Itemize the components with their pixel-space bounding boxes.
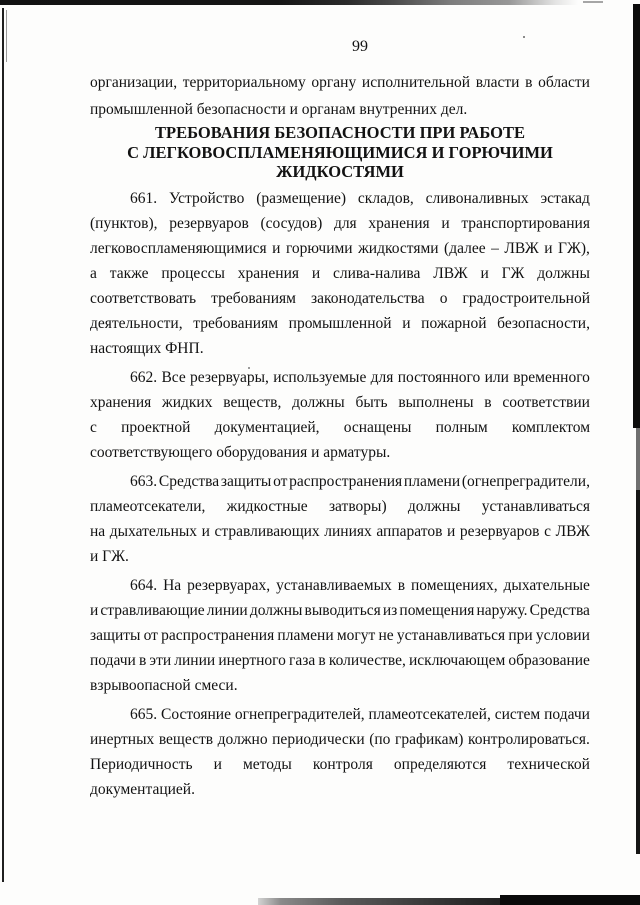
section-heading bbox=[90, 123, 590, 182]
text-line: деятельности, требованиям промышленной и пожарной безопасности, bbox=[90, 314, 590, 332]
document-body bbox=[90, 69, 590, 802]
paragraph bbox=[90, 573, 590, 698]
paragraph bbox=[90, 186, 590, 361]
text-line: взрывоопасной смеси. bbox=[90, 676, 238, 694]
text-line: 664. На резервуарах, устанавливаемых в помещениях, дыхательные bbox=[130, 576, 590, 594]
scan-artifact-left-edge-gray bbox=[6, 10, 7, 62]
text-line: Периодичность и методы контроля определяются технической bbox=[90, 755, 590, 773]
text-line: на дыхательных и стравливающих линиях аппаратов и резервуаров с ЛВЖ bbox=[90, 522, 590, 540]
text-line: документацией. bbox=[90, 780, 195, 798]
paragraph bbox=[90, 469, 590, 569]
scan-artifact-right-edge-upper bbox=[633, 4, 640, 428]
text-line: пламеотсекатели, жидкостные затворы) должны устанавливаться bbox=[90, 497, 590, 515]
text-line: соответствовать требованиям законодательства о градостроительной bbox=[90, 289, 590, 307]
document-content-column bbox=[90, 0, 590, 802]
scan-artifact-left-edge bbox=[2, 8, 4, 882]
paragraph bbox=[90, 69, 590, 123]
text-line: и ГЖ. bbox=[90, 547, 129, 565]
section-heading-line: ТРЕБОВАНИЯ БЕЗОПАСНОСТИ ПРИ РАБОТЕ bbox=[155, 123, 525, 142]
text-line: и стравливающие линии должны выводиться из помещения наружу. Средства bbox=[90, 601, 590, 619]
text-line: защиты от распространения пламени могут не устанавливаться при условии bbox=[90, 626, 590, 644]
text-line: 665. Состояние огнепреградителей, пламеотсекателей, систем подачи bbox=[130, 705, 590, 723]
text-line: промышленной безопасности и органам внутренних дел. bbox=[90, 101, 468, 118]
paragraph bbox=[90, 365, 590, 465]
text-line: 661. Устройство (размещение) складов, сливоналивных эстакад bbox=[130, 189, 590, 207]
text-line: инертных веществ должно периодически (по графикам) контролироваться. bbox=[90, 730, 590, 748]
text-line: 662. Все резервуары, используемые для постоянного или временного bbox=[130, 368, 590, 386]
scan-artifact-right-edge-lower bbox=[636, 490, 640, 854]
text-line: хранения жидких веществ, должны быть выполнены в соответствии bbox=[90, 393, 590, 411]
text-line: соответствующего оборудования и арматуры. bbox=[90, 443, 391, 461]
text-line: с проектной документацией, оснащены полным комплектом bbox=[90, 418, 590, 436]
scan-artifact-right-edge-gray bbox=[636, 428, 640, 490]
text-line: легковоспламеняющимися и горючими жидкостями (далее – ЛВЖ и ГЖ), bbox=[90, 239, 590, 257]
text-line: организации, территориальному органу исполнительной власти в области bbox=[90, 74, 590, 91]
text-line: настоящих ФНП. bbox=[90, 339, 204, 357]
section-heading-line: С ЛЕГКОВОСПЛАМЕНЯЮЩИМИСЯ И ГОРЮЧИМИ bbox=[127, 142, 553, 162]
text-line: 663. Средства защиты от распространения пламени (огнепреградители, bbox=[130, 472, 590, 490]
section-heading-line: ЖИДКОСТЯМИ bbox=[276, 162, 404, 181]
scan-artifact-bottom-edge-tail bbox=[500, 895, 640, 905]
text-line: (пунктов), резервуаров (сосудов) для хранения и транспортирования bbox=[90, 214, 590, 232]
text-line: подачи в эти линии инертного газа в количестве, исключающем образование bbox=[90, 651, 590, 669]
paragraph bbox=[90, 702, 590, 802]
text-line: а также процессы хранения и слива-налива ЛВЖ и ГЖ должны bbox=[90, 264, 590, 282]
page-number: 99 bbox=[352, 38, 368, 55]
